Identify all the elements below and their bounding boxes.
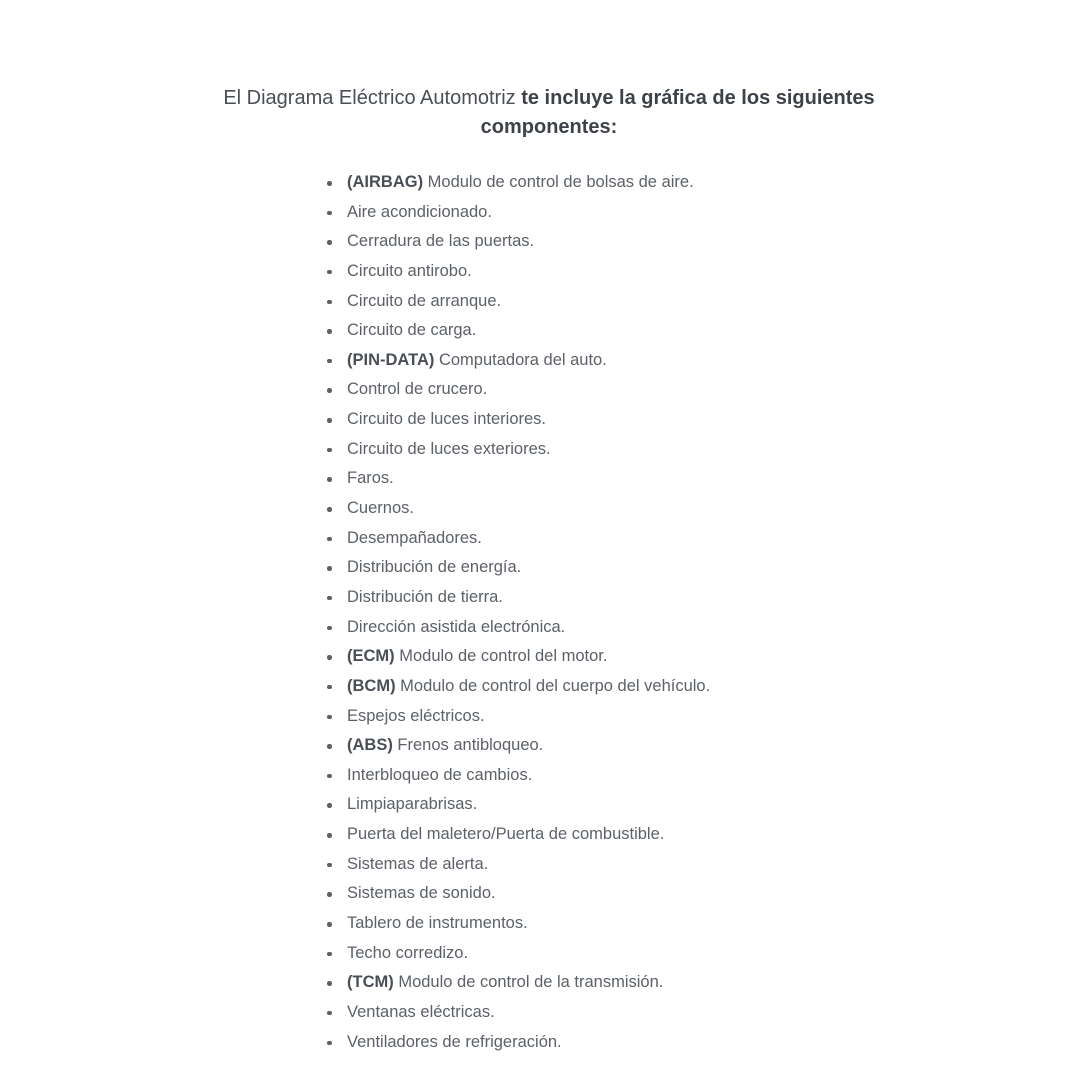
component-description: Dirección asistida electrónica. — [347, 617, 566, 636]
component-list-item — [347, 198, 710, 228]
component-list-item — [347, 346, 710, 376]
intro-bold-text: te incluye la gráfica de los siguientes componentes: — [480, 87, 875, 138]
component-code: (TCM) — [347, 973, 394, 992]
component-description: Circuito antirobo. — [347, 261, 472, 280]
components-list — [347, 168, 710, 1057]
component-description: Espejos eléctricos. — [347, 706, 485, 725]
component-list-item — [347, 672, 710, 702]
component-description: Cerradura de las puertas. — [347, 232, 535, 251]
component-description: Interbloqueo de cambios. — [347, 765, 533, 784]
component-list-item — [347, 316, 710, 346]
component-list-item — [347, 998, 710, 1028]
component-list-item — [347, 939, 710, 969]
component-description: Desempañadores. — [347, 528, 482, 547]
component-list-item — [347, 375, 710, 405]
component-description: Distribución de energía. — [347, 558, 522, 577]
component-list-item — [347, 464, 710, 494]
component-description: Modulo de control de la transmisión. — [393, 973, 664, 992]
component-list-item — [347, 287, 710, 317]
component-list-item — [347, 435, 710, 465]
component-description: Control de crucero. — [347, 380, 488, 399]
component-list-item — [347, 968, 710, 998]
component-list-item — [347, 227, 710, 257]
component-description: Puerta del maletero/Puerta de combustible. — [347, 825, 665, 844]
component-list-item — [347, 731, 710, 761]
component-description: Techo corredizo. — [347, 943, 469, 962]
component-description: Circuito de arranque. — [347, 291, 502, 310]
component-list-item — [347, 820, 710, 850]
component-description: Circuito de carga. — [347, 321, 477, 340]
component-code: (BCM) — [347, 676, 396, 695]
component-description: Sistemas de alerta. — [347, 854, 489, 873]
component-description: Faros. — [347, 469, 394, 488]
component-code: (PIN-DATA) — [347, 350, 435, 369]
component-list-item — [347, 553, 710, 583]
component-list-item — [347, 850, 710, 880]
component-description: Tablero de instrumentos. — [347, 914, 528, 933]
component-list-item — [347, 642, 710, 672]
component-description: Limpiaparabrisas. — [347, 795, 478, 814]
component-description: Ventanas eléctricas. — [347, 1002, 495, 1021]
component-list-item — [347, 168, 710, 198]
component-list-item — [347, 494, 710, 524]
component-list-item — [347, 613, 710, 643]
component-description: Modulo de control de bolsas de aire. — [423, 173, 694, 191]
component-code: (ABS) — [347, 736, 393, 755]
component-description: Cuernos. — [347, 499, 414, 518]
component-description: Sistemas de sonido. — [347, 884, 496, 903]
component-description: Frenos antibloqueo. — [392, 736, 544, 755]
component-list-item — [347, 1028, 710, 1058]
component-description: Modulo de control del cuerpo del vehículo. — [395, 676, 711, 695]
component-code: (AIRBAG) — [347, 173, 424, 191]
component-description: Modulo de control del motor. — [394, 647, 608, 666]
component-description: Aire acondicionado. — [347, 202, 492, 221]
component-list-item — [347, 879, 710, 909]
component-description: Circuito de luces interiores. — [347, 410, 546, 429]
component-list-item — [347, 257, 710, 287]
component-description: Circuito de luces exteriores. — [347, 439, 551, 458]
component-list-item — [347, 790, 710, 820]
component-list-item — [347, 524, 710, 554]
intro-plain-text: El Diagrama Eléctrico Automotriz — [223, 87, 522, 109]
component-description: Ventiladores de refrigeración. — [347, 1032, 562, 1051]
component-list-item — [347, 909, 710, 939]
component-description: Distribución de tierra. — [347, 587, 503, 606]
component-list-item — [347, 761, 710, 791]
component-code: (ECM) — [347, 647, 395, 666]
component-list-item — [347, 583, 710, 613]
component-list-item — [347, 702, 710, 732]
component-list-item — [347, 405, 710, 435]
component-description: Computadora del auto. — [434, 350, 607, 369]
intro-heading — [190, 84, 908, 142]
